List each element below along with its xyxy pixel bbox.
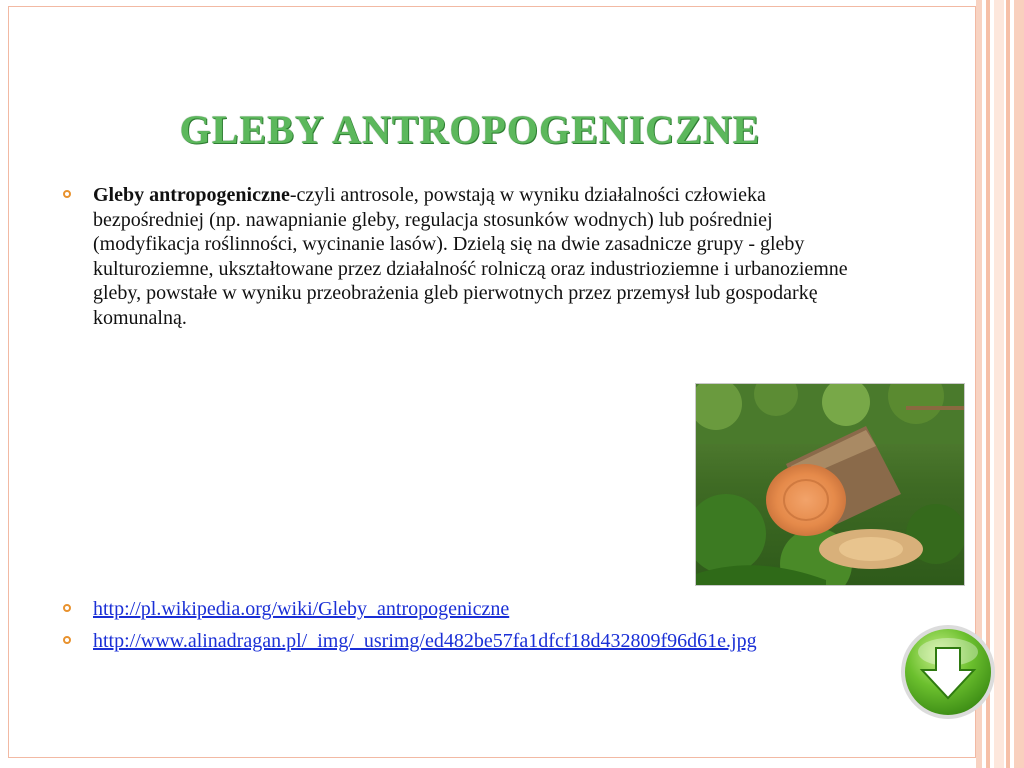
definition-text: -czyli antrosole, powstają w wyniku działalności człowieka bezpośredniej (np. nawapnianie gleby, regulacja stosunków wodnych) lub pośredniej (modyfikacja roślinności, wycinanie lasów). Dzielą się na dwie zasadnicze grupy - gleby kulturoziemne, ukształtowane przez działalność rolniczą oraz industrioziemne i urbanoziemne gleby, powstałe w wyniku przeobrażenia gleb pierwotnych przez przemysł lub gospodarkę komunalną. xyxy=(93,184,848,329)
term-bold: Gleby antropogeniczne xyxy=(93,184,290,206)
image-source-link[interactable]: http://www.alinadragan.pl/_img/_usrimg/ed482be57fa1dfcf18d432809f96d61e.jpg xyxy=(93,630,757,652)
bullet-icon xyxy=(63,190,71,198)
list-item xyxy=(62,183,862,330)
bullet-icon xyxy=(63,604,71,612)
list-item xyxy=(62,629,882,653)
source-links xyxy=(62,597,882,661)
next-slide-button[interactable] xyxy=(898,622,998,722)
felled-tree-trunk-photo xyxy=(696,384,964,585)
bullet-icon xyxy=(63,636,71,644)
down-arrow-icon xyxy=(898,622,998,722)
slide-title: GLEBY ANTROPOGENICZNE xyxy=(179,107,761,152)
content-list xyxy=(62,183,862,330)
felled-tree-photo xyxy=(695,383,965,586)
list-item xyxy=(62,597,882,621)
wikipedia-link[interactable]: http://pl.wikipedia.org/wiki/Gleby_antropogeniczne xyxy=(93,598,510,620)
